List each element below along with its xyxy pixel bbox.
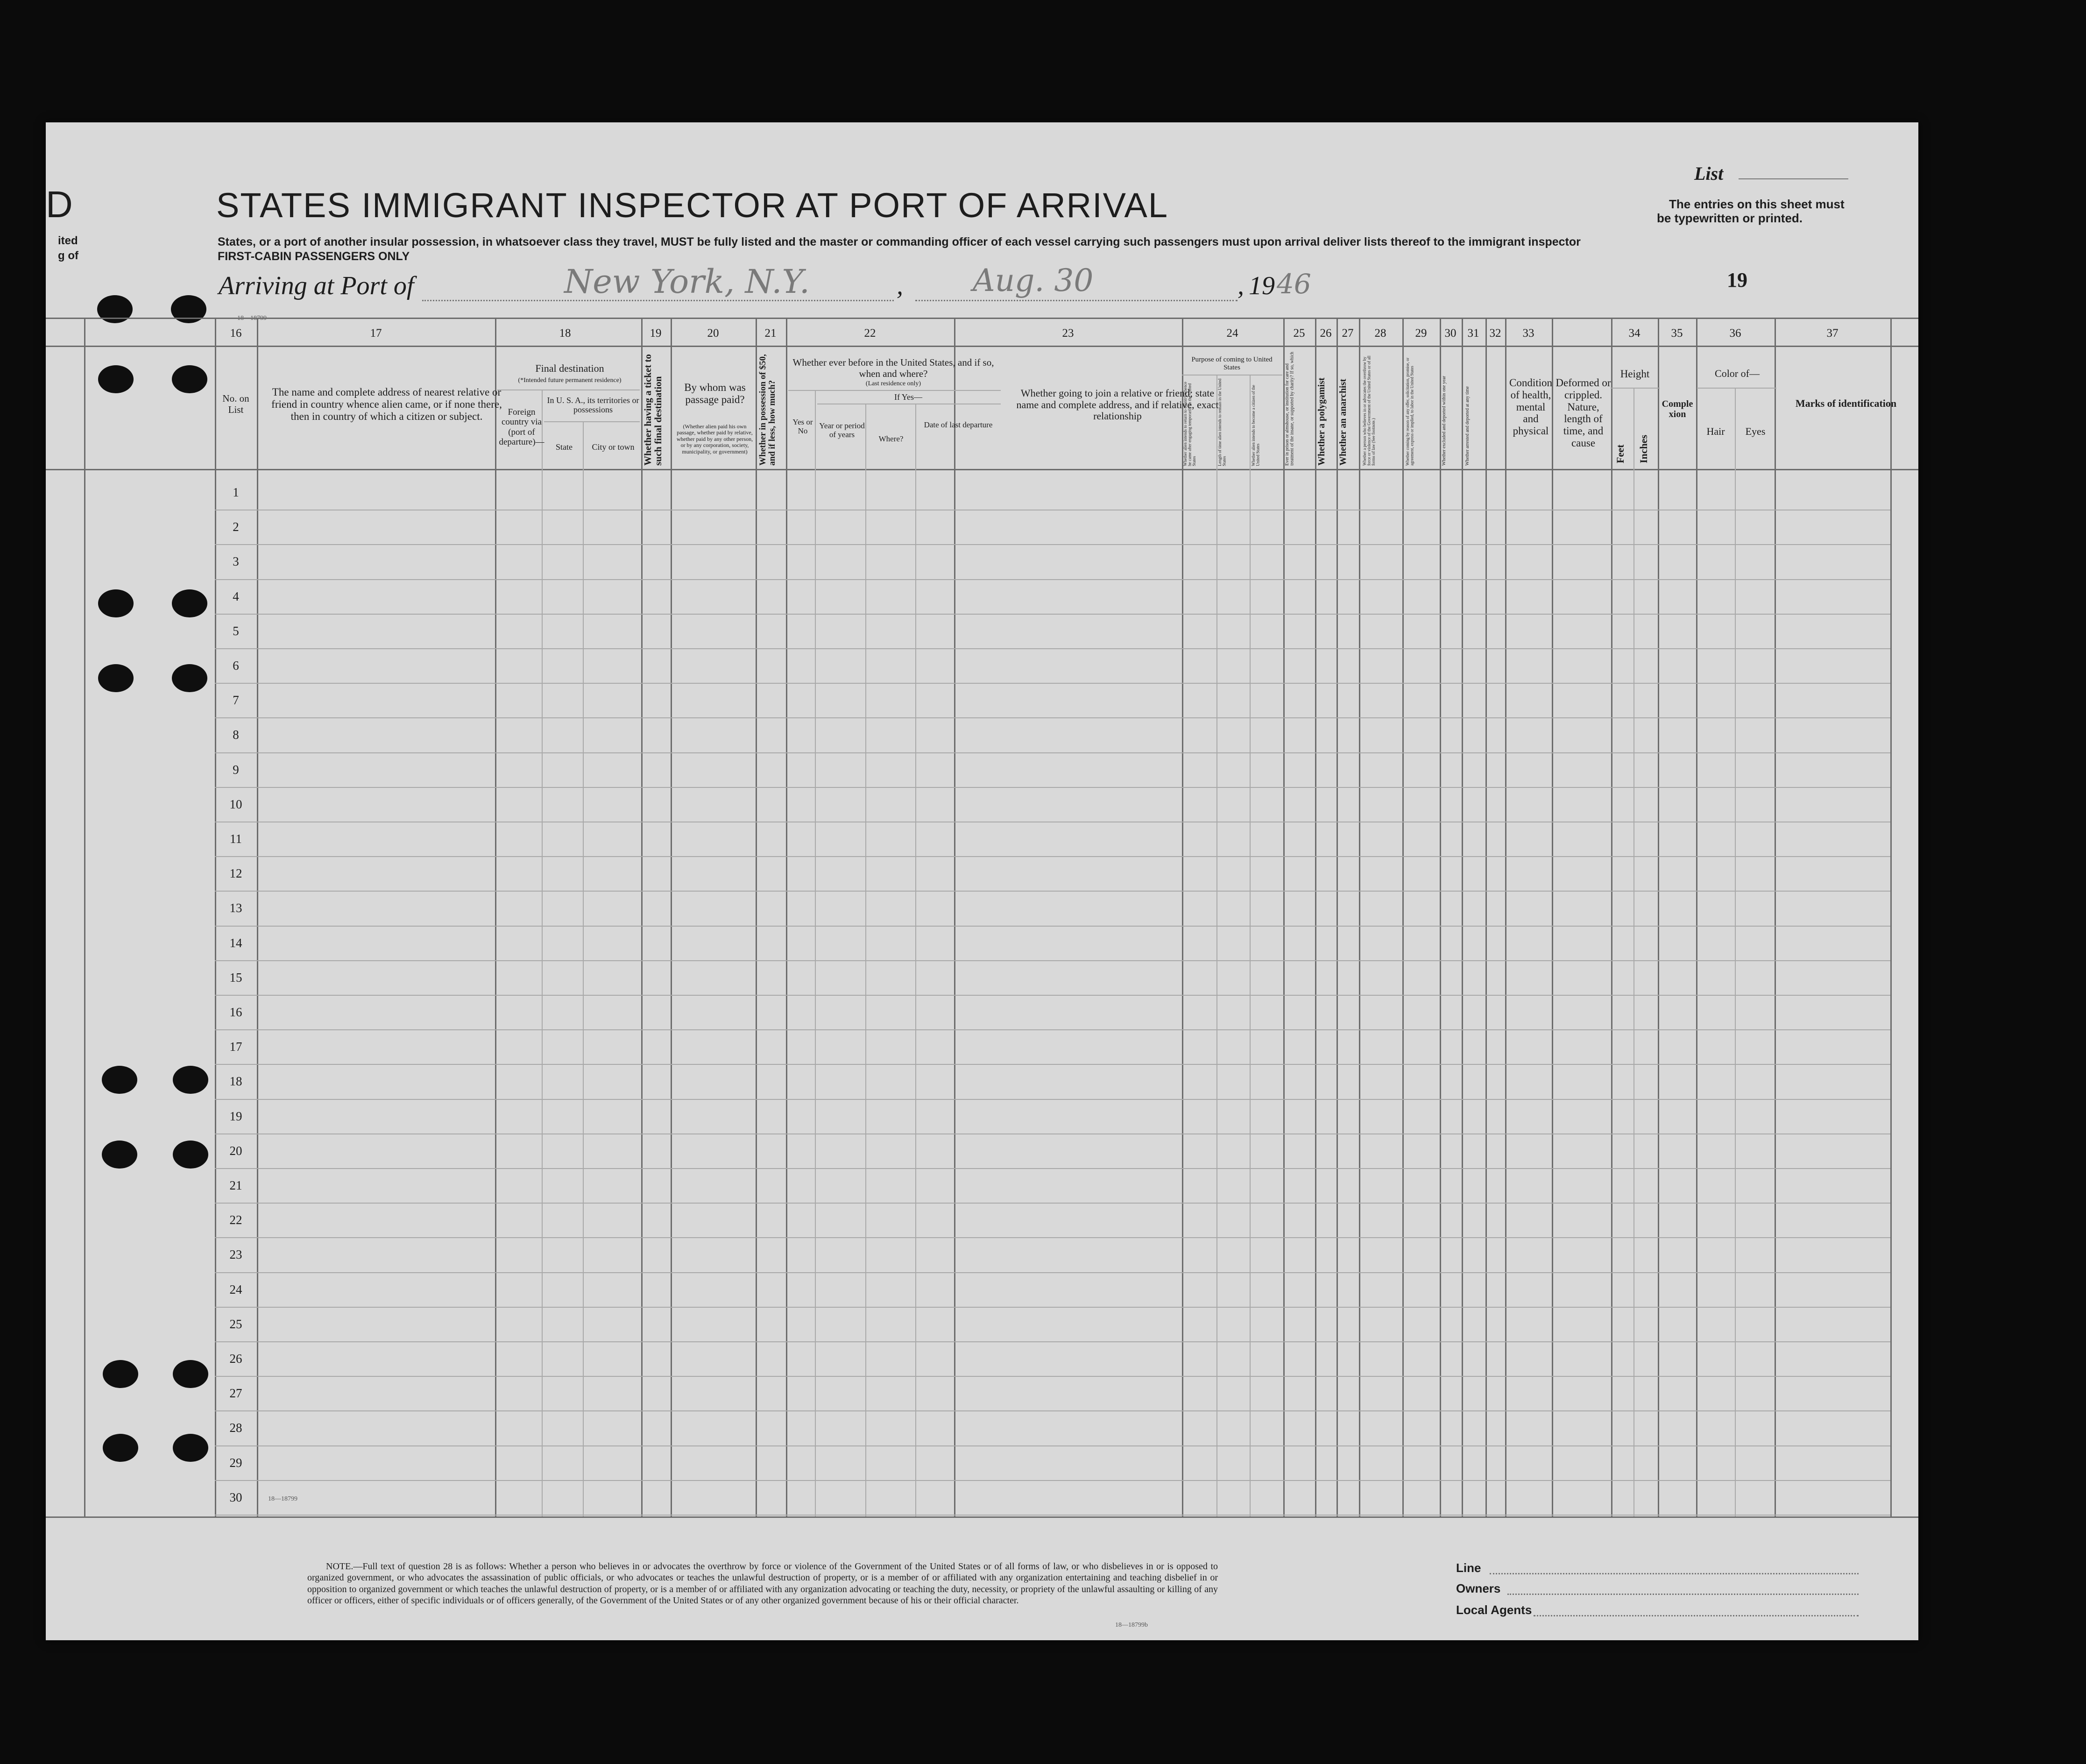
- row-line: [215, 1099, 1890, 1100]
- header-37-marks: Marks of identification: [1795, 397, 1897, 409]
- header-36-divider: [1697, 388, 1776, 389]
- header-27-anarchist: Whether an anarchist: [1338, 379, 1348, 466]
- column-number: 23: [1062, 327, 1074, 340]
- year-printed: 19: [1249, 271, 1275, 300]
- punch-hole: [173, 1360, 208, 1388]
- column-divider: [954, 318, 955, 1516]
- row-line: [215, 752, 1890, 753]
- row-number: 17: [229, 1040, 242, 1054]
- row-line: [215, 717, 1890, 718]
- local-agents-field: [1534, 1615, 1859, 1616]
- column-divider: [756, 318, 757, 1516]
- row-line: [215, 995, 1890, 996]
- table-bottom-border: [46, 1516, 1918, 1518]
- column-number: 25: [1293, 327, 1305, 340]
- header-24-length: Length of time alien intends to remain in the United States: [1217, 378, 1227, 466]
- column-divider: [1552, 318, 1553, 1516]
- header-36-color: Color of—: [1715, 368, 1760, 379]
- header-29-labor: Whether coming by reason of any offer, solicitation, promise, or agreement, express or implied, to labor in the United States: [1405, 357, 1414, 466]
- column-number: 32: [1489, 327, 1501, 340]
- owners-label: Owners: [1456, 1581, 1501, 1595]
- column-divider: [1611, 318, 1612, 1516]
- row-number: 23: [229, 1247, 242, 1262]
- form-code: 18—18799: [237, 315, 267, 322]
- owners-field: [1507, 1594, 1859, 1595]
- header-22-where: Where?: [878, 434, 904, 443]
- row-number: 14: [229, 935, 242, 950]
- row-number: 25: [229, 1317, 242, 1331]
- row-number: 28: [229, 1421, 242, 1435]
- row-line: [215, 1376, 1890, 1377]
- column-number: 35: [1671, 327, 1683, 340]
- row-line: [215, 614, 1890, 615]
- row-number: 12: [229, 866, 242, 881]
- row-number: 22: [229, 1213, 242, 1227]
- column-number: 27: [1342, 327, 1354, 340]
- column-divider: [1182, 318, 1183, 1516]
- punch-hole: [173, 1434, 208, 1462]
- row-line: [215, 579, 1890, 580]
- row-line: [215, 787, 1890, 788]
- column-divider: [1890, 318, 1892, 1516]
- header-18-sub-divider: [544, 421, 640, 422]
- header-22-yes-no: Yes or No: [792, 418, 813, 436]
- row-number: 11: [230, 832, 242, 846]
- row-number: 7: [233, 693, 239, 708]
- header-35-complexion: Complexion: [1662, 399, 1693, 420]
- header-33-deformed: Deformed or crippled. Nature, length of time, and cause: [1556, 377, 1611, 449]
- header-31-arrested: Whether arrested and deported at any time: [1465, 386, 1470, 466]
- header-18-in-usa: In U. S. A., its territories or possessions: [547, 396, 639, 415]
- header-bottom-border: [46, 469, 1918, 470]
- column-number: 34: [1628, 327, 1641, 340]
- column-divider: [542, 390, 543, 1516]
- row-line: [215, 1307, 1890, 1308]
- column-number: 30: [1444, 327, 1457, 340]
- row-line: [215, 1237, 1890, 1238]
- edge-line-2: g of: [58, 249, 78, 262]
- header-34-feet: Feet: [1614, 444, 1626, 463]
- row-line: [215, 960, 1890, 961]
- column-divider: [495, 318, 496, 1516]
- column-number: 31: [1467, 327, 1479, 340]
- row-number: 24: [229, 1282, 242, 1296]
- header-30-excluded: Whether excluded and deported within one year: [1442, 375, 1447, 466]
- header-18-state: State: [556, 442, 573, 452]
- column-number: 20: [707, 327, 719, 340]
- row-number: 1: [233, 485, 239, 499]
- row-number: 27: [229, 1386, 242, 1401]
- header-18-note: (*Intended future permanent residence): [518, 377, 622, 384]
- column-divider: [815, 390, 816, 1516]
- row-number: 15: [229, 970, 242, 985]
- column-number: 33: [1522, 327, 1534, 340]
- column-number: 29: [1415, 327, 1427, 340]
- column-divider: [786, 318, 787, 1516]
- date-line: [915, 300, 1237, 301]
- punch-hole: [103, 1434, 138, 1462]
- page-number: 19: [1727, 269, 1747, 291]
- column-number: 26: [1320, 327, 1332, 340]
- header-32-health: Condition of health, mental and physical: [1509, 377, 1552, 437]
- header-22-year: Year or period of years: [819, 421, 865, 439]
- page-title: STATES IMMIGRANT INSPECTOR AT PORT OF ARRIVAL: [216, 186, 1169, 225]
- punch-hole: [102, 1066, 137, 1094]
- punch-hole: [173, 1066, 208, 1094]
- column-number: 18: [559, 327, 571, 340]
- header-24-return: Whether alien intends to return to country whence he came after engaging temporarily in the United States: [1183, 382, 1196, 466]
- column-divider: [1250, 375, 1251, 1516]
- line-label: Line: [1456, 1561, 1481, 1575]
- header-36-eyes: Eyes: [1745, 425, 1766, 437]
- manifest-sheet: [46, 122, 1918, 1640]
- edge-line-1: ited: [58, 234, 78, 247]
- header-20-note: (Whether alien paid his own passage, whether paid by relative, whether paid by any other person, or by any corporation, society, municipality, or government): [676, 423, 753, 455]
- header-34-inches: Inches: [1638, 434, 1649, 463]
- column-number-border: [46, 346, 1918, 347]
- row-line: [215, 1168, 1890, 1169]
- column-divider: [1315, 318, 1316, 1516]
- header-34-height: Height: [1620, 368, 1650, 380]
- column-divider: [1633, 388, 1634, 1516]
- row-number: 13: [229, 901, 242, 915]
- row-number: 2: [233, 520, 239, 534]
- column-divider: [1485, 318, 1487, 1516]
- row-line: [215, 1410, 1890, 1411]
- row-line: [215, 891, 1890, 892]
- punch-hole: [98, 589, 134, 617]
- header-36-hair: Hair: [1706, 425, 1725, 437]
- row-number: 4: [233, 589, 239, 603]
- line-field: [1490, 1573, 1859, 1574]
- header-26-polygamist: Whether a polygamist: [1316, 377, 1327, 466]
- row-number: 29: [229, 1455, 242, 1470]
- edge-letter: D: [46, 184, 73, 225]
- subtitle-first-cabin: FIRST-CABIN PASSENGERS ONLY: [218, 250, 410, 263]
- list-number-line: [1739, 178, 1848, 179]
- row-number: 9: [233, 762, 239, 777]
- header-21-money: Whether in possession of $50, and if less, how much?: [758, 354, 777, 466]
- date-value: Aug. 30: [973, 262, 1094, 298]
- row-number: 3: [233, 554, 239, 569]
- header-22-divider: [788, 390, 1001, 391]
- form-code-bottom: 18—18799: [268, 1495, 297, 1502]
- column-divider: [1775, 318, 1776, 1516]
- header-19-ticket: Whether having a ticket to such final destination: [642, 354, 664, 466]
- column-divider: [671, 318, 672, 1516]
- punch-hole: [103, 1360, 138, 1388]
- header-20-passage-paid: By whom was passage paid?: [684, 382, 746, 405]
- entries-note-2: be typewritten or printed.: [1657, 211, 1803, 225]
- entries-note-1: The entries on this sheet must: [1669, 197, 1845, 211]
- column-divider: [1735, 388, 1736, 1516]
- column-divider: [1696, 318, 1697, 1516]
- row-number: 6: [233, 659, 239, 673]
- column-divider: [1283, 318, 1285, 1516]
- column-number: 22: [864, 327, 876, 340]
- header-34-divider: [1611, 388, 1660, 389]
- column-divider: [84, 318, 85, 1516]
- column-divider: [583, 421, 584, 1516]
- comma: ,: [1237, 271, 1244, 300]
- footnote-question-28: NOTE.—Full text of question 28 is as follows: Whether a person who believes in or advocates the overthrow by force or violence of the Government of the United States or of all forms of law, or who disbelieves in or is opposed to organized government, or who advocates the assassination of public officials, or who advocates or teaches the unlawful destruction of property, or is a member of or affiliated with any organization entertaining and teaching disbelief in or opposition to organized government or which teaches the unlawful destruction of property, or is a member of or affiliated with any organization advocating or teaching the duty, necessity, or propriety of the unlawful assaulting or killing of any officer or officers, either of specific individuals or of officers generally, of the Government of the United States or of any other organized government because of his or their official character.: [307, 1561, 1218, 1606]
- row-line: [215, 1341, 1890, 1342]
- column-divider: [1216, 375, 1217, 1516]
- row-line: [215, 1445, 1890, 1446]
- column-divider: [257, 318, 258, 1516]
- column-divider: [641, 318, 643, 1516]
- row-line: [215, 683, 1890, 684]
- header-28-overthrow: Whether a person who believes in or advocates the overthrow by force or violence of the Government of the United States or of all forms of law (See footnote.): [1362, 355, 1376, 466]
- column-number: 21: [764, 327, 777, 340]
- row-line: [215, 1272, 1890, 1273]
- punch-hole: [173, 1141, 208, 1169]
- subtitle: States, or a port of another insular possession, in whatsoever class they travel, MUST be fully listed and the master or commanding officer of each vessel carrying such passengers must upon arrival deliver lists thereof to the immigrant inspector: [218, 235, 1581, 248]
- local-agents-label: Local Agents: [1456, 1603, 1532, 1617]
- header-18-foreign-country: Foreign country via (port of departure)—: [499, 407, 544, 447]
- row-line: [215, 1029, 1890, 1030]
- column-number: 17: [370, 327, 382, 340]
- header-18-city: City or town: [592, 442, 635, 452]
- row-number: 10: [229, 797, 242, 811]
- header-22-date-departure: Date of last departure: [924, 420, 993, 429]
- column-number: 24: [1226, 327, 1238, 340]
- row-line: [215, 926, 1890, 927]
- punch-hole: [98, 664, 134, 692]
- comma: ,: [897, 271, 903, 300]
- punch-hole: [98, 365, 134, 393]
- column-divider: [215, 318, 216, 1516]
- header-22-note: (Last residence only): [865, 380, 921, 387]
- column-number: 37: [1826, 327, 1839, 340]
- column-number: 16: [230, 327, 242, 340]
- punch-hole: [102, 1141, 137, 1169]
- year-written: 46: [1277, 268, 1311, 300]
- list-label: List: [1694, 163, 1724, 184]
- table-top-border: [46, 318, 1918, 319]
- port-value: New York, N.Y.: [564, 262, 810, 301]
- row-line: [215, 1203, 1890, 1204]
- row-line: [215, 1480, 1890, 1481]
- column-divider: [1359, 318, 1360, 1516]
- header-24-purpose: Purpose of coming to United States: [1191, 356, 1273, 371]
- form-code-footer: 18—18799b: [1115, 1622, 1148, 1629]
- punch-hole: [172, 365, 207, 393]
- header-no-on-list: No. on List: [222, 393, 249, 415]
- header-18-final-destination: Final destination: [535, 362, 604, 374]
- column-divider: [1658, 318, 1659, 1516]
- header-24-citizen: Whether alien intends to become a citizen of the United States: [1251, 385, 1260, 466]
- row-number: 16: [229, 1005, 242, 1019]
- header-22-if-yes: If Yes—: [894, 392, 922, 402]
- row-number: 8: [233, 728, 239, 742]
- row-number: 20: [229, 1143, 242, 1158]
- port-label: Arriving at Port of: [219, 271, 414, 300]
- row-number: 5: [233, 623, 239, 638]
- row-line: [215, 544, 1890, 545]
- row-number: 30: [229, 1490, 242, 1504]
- punch-hole: [172, 589, 207, 617]
- row-line: [215, 648, 1890, 649]
- row-number: 26: [229, 1352, 242, 1366]
- row-line: [215, 1133, 1890, 1134]
- row-number: 19: [229, 1109, 242, 1123]
- row-line: [215, 1064, 1890, 1065]
- punch-hole: [172, 664, 207, 692]
- column-divider: [1440, 318, 1441, 1516]
- column-divider: [1462, 318, 1463, 1516]
- column-divider: [1336, 318, 1338, 1516]
- row-number: 18: [229, 1074, 242, 1089]
- column-divider: [1402, 318, 1404, 1516]
- row-line: [215, 856, 1890, 857]
- header-17-nearest-relative: The name and complete address of nearest relative or friend in country whence alien came, or if none there, then in country of which a citizen or subject.: [271, 386, 502, 422]
- column-number: 19: [650, 327, 662, 340]
- column-number: 36: [1729, 327, 1741, 340]
- punch-hole: [97, 295, 133, 323]
- column-divider: [1505, 318, 1506, 1516]
- column-number: 28: [1374, 327, 1386, 340]
- header-25-prison: Ever in prison or almshouse, or institution for care and treatment of the insane, or supported by charity? If so, which: [1285, 352, 1295, 466]
- punch-hole: [171, 295, 206, 323]
- row-number: 21: [229, 1178, 242, 1192]
- row-line: [215, 1515, 1890, 1516]
- header-22-ever-before: Whether ever before in the United States, and if so, when and where?: [792, 357, 994, 379]
- header-23-join-relative: Whether going to join a relative or friend; state name and complete address, and if relative, exact relationship: [1016, 387, 1219, 422]
